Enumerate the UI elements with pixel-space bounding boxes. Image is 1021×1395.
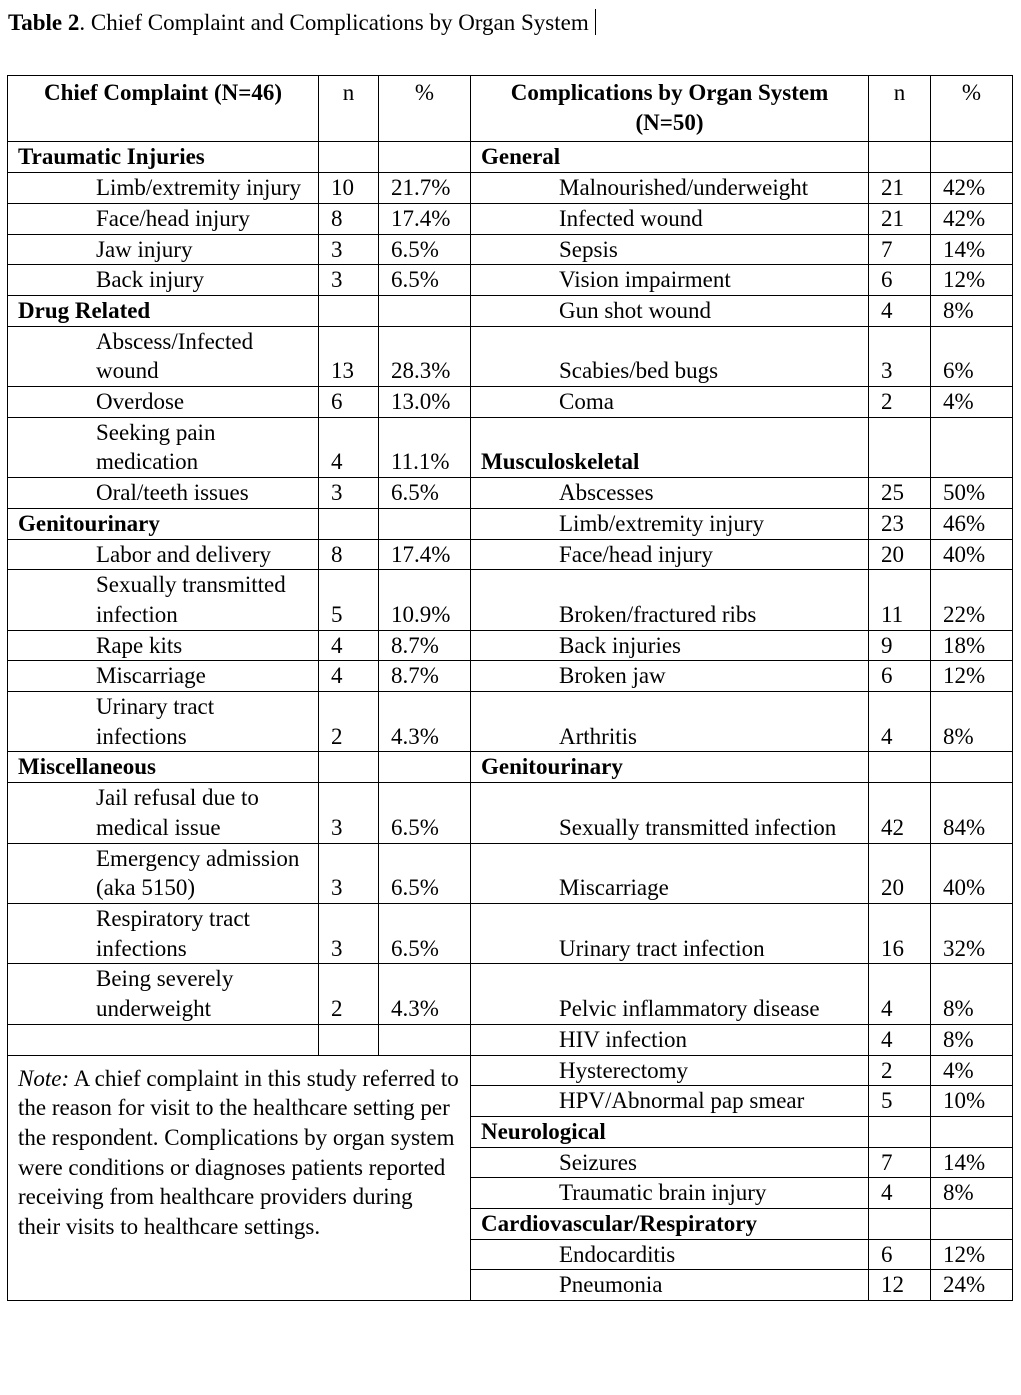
table-row xyxy=(8,752,1013,783)
complication-item: Pneumonia xyxy=(471,1270,869,1301)
complication-item: Coma xyxy=(471,387,869,418)
complication-item: Miscarriage xyxy=(471,843,869,903)
chief-complaint-n: 8 xyxy=(319,203,379,234)
table-row xyxy=(8,295,1013,326)
complication-item: Malnourished/underweight xyxy=(471,173,869,204)
organ-system-category: Cardiovascular/Respiratory xyxy=(471,1209,869,1240)
complication-item: Scabies/bed bugs xyxy=(471,326,869,386)
organ-system-category: General xyxy=(471,142,869,173)
header-pct-right: % xyxy=(931,76,1013,142)
complication-n xyxy=(869,752,931,783)
complication-pct: 8% xyxy=(931,295,1013,326)
text-cursor xyxy=(595,9,596,35)
table-row xyxy=(8,203,1013,234)
complication-item: Abscesses xyxy=(471,478,869,509)
complication-n: 20 xyxy=(869,539,931,570)
header-chief-complaint: Chief Complaint (N=46) xyxy=(8,76,319,142)
table-title: . Chief Complaint and Complications by Organ System xyxy=(79,10,589,35)
chief-complaint-item: Jail refusal due to medical issue xyxy=(8,783,319,843)
table-row xyxy=(8,265,1013,296)
complication-item: Traumatic brain injury xyxy=(471,1178,869,1209)
complication-n: 2 xyxy=(869,387,931,418)
complication-pct: 8% xyxy=(931,1024,1013,1055)
chief-complaint-pct: 6.5% xyxy=(379,903,471,963)
chief-complaint-n: 5 xyxy=(319,570,379,630)
table-body xyxy=(8,76,1013,1301)
complication-item: Back injuries xyxy=(471,630,869,661)
table-row xyxy=(8,478,1013,509)
complication-pct xyxy=(931,1209,1013,1240)
chief-complaint-n: 2 xyxy=(319,692,379,752)
chief-complaint-item: Back injury xyxy=(8,265,319,296)
chief-complaint-item: Limb/extremity injury xyxy=(8,173,319,204)
chief-complaint-pct: 21.7% xyxy=(379,173,471,204)
chief-complaint-category: Traumatic Injuries xyxy=(8,142,319,173)
chief-complaint-item: Overdose xyxy=(8,387,319,418)
complication-n: 16 xyxy=(869,903,931,963)
complication-pct: 6% xyxy=(931,326,1013,386)
organ-system-category: Neurological xyxy=(471,1116,869,1147)
chief-complaint-item: Respiratory tract infections xyxy=(8,903,319,963)
table-row xyxy=(8,843,1013,903)
chief-complaint-n: 4 xyxy=(319,630,379,661)
chief-complaint-pct: 28.3% xyxy=(379,326,471,386)
complication-n: 6 xyxy=(869,661,931,692)
complication-n: 2 xyxy=(869,1055,931,1086)
complaints-table xyxy=(7,75,1013,1301)
complication-n: 3 xyxy=(869,326,931,386)
chief-complaint-n: 6 xyxy=(319,387,379,418)
complication-pct: 12% xyxy=(931,661,1013,692)
table-row xyxy=(8,570,1013,630)
complication-pct xyxy=(931,142,1013,173)
chief-complaint-n xyxy=(319,295,379,326)
complication-pct: 10% xyxy=(931,1086,1013,1117)
chief-complaint-item: Labor and delivery xyxy=(8,539,319,570)
complication-item: Urinary tract infection xyxy=(471,903,869,963)
complication-pct: 40% xyxy=(931,843,1013,903)
table-row xyxy=(8,903,1013,963)
chief-complaint-pct: 6.5% xyxy=(379,265,471,296)
table-row xyxy=(8,173,1013,204)
chief-complaint-n: 3 xyxy=(319,783,379,843)
complication-n: 4 xyxy=(869,1024,931,1055)
chief-complaint-n: 4 xyxy=(319,417,379,477)
table-row xyxy=(8,1055,1013,1086)
complication-pct: 8% xyxy=(931,1178,1013,1209)
complication-pct: 12% xyxy=(931,265,1013,296)
chief-complaint-n: 2 xyxy=(319,964,379,1024)
chief-complaint-pct: 4.3% xyxy=(379,692,471,752)
complication-pct: 84% xyxy=(931,783,1013,843)
chief-complaint-pct: 6.5% xyxy=(379,783,471,843)
chief-complaint-pct: 11.1% xyxy=(379,417,471,477)
complication-n: 7 xyxy=(869,1147,931,1178)
chief-complaint-pct: 4.3% xyxy=(379,964,471,1024)
chief-complaint-pct xyxy=(379,1024,471,1055)
chief-complaint-item: Rape kits xyxy=(8,630,319,661)
complication-n: 6 xyxy=(869,265,931,296)
complication-pct: 8% xyxy=(931,964,1013,1024)
chief-complaint-n xyxy=(319,1024,379,1055)
complication-item: Gun shot wound xyxy=(471,295,869,326)
chief-complaint-pct: 13.0% xyxy=(379,387,471,418)
chief-complaint-n: 13 xyxy=(319,326,379,386)
complication-item: Infected wound xyxy=(471,203,869,234)
complication-pct xyxy=(931,417,1013,477)
note-label: Note: xyxy=(18,1065,70,1091)
table-row xyxy=(8,539,1013,570)
chief-complaint-n: 3 xyxy=(319,234,379,265)
chief-complaint-item xyxy=(8,1024,319,1055)
complication-item: Face/head injury xyxy=(471,539,869,570)
complication-pct: 12% xyxy=(931,1239,1013,1270)
chief-complaint-pct: 6.5% xyxy=(379,478,471,509)
chief-complaint-item: Miscarriage xyxy=(8,661,319,692)
chief-complaint-n xyxy=(319,142,379,173)
complication-n: 25 xyxy=(869,478,931,509)
chief-complaint-item: Being severely underweight xyxy=(8,964,319,1024)
table-row xyxy=(8,692,1013,752)
complication-pct: 42% xyxy=(931,173,1013,204)
complication-pct xyxy=(931,1116,1013,1147)
complication-item: Endocarditis xyxy=(471,1239,869,1270)
complication-n: 21 xyxy=(869,173,931,204)
complication-n: 20 xyxy=(869,843,931,903)
table-row xyxy=(8,783,1013,843)
chief-complaint-item: Jaw injury xyxy=(8,234,319,265)
table-row xyxy=(8,508,1013,539)
table-row xyxy=(8,387,1013,418)
complication-n: 7 xyxy=(869,234,931,265)
chief-complaint-pct: 8.7% xyxy=(379,630,471,661)
complication-n: 12 xyxy=(869,1270,931,1301)
complication-n: 11 xyxy=(869,570,931,630)
chief-complaint-pct: 6.5% xyxy=(379,843,471,903)
complication-item: Arthritis xyxy=(471,692,869,752)
chief-complaint-pct: 8.7% xyxy=(379,661,471,692)
complication-item: Limb/extremity injury xyxy=(471,508,869,539)
complication-pct: 8% xyxy=(931,692,1013,752)
chief-complaint-n: 3 xyxy=(319,903,379,963)
complication-n: 23 xyxy=(869,508,931,539)
complication-pct: 24% xyxy=(931,1270,1013,1301)
complication-pct: 32% xyxy=(931,903,1013,963)
chief-complaint-n: 3 xyxy=(319,478,379,509)
chief-complaint-item: Sexually transmitted infection xyxy=(8,570,319,630)
complication-n: 4 xyxy=(869,692,931,752)
complication-n: 4 xyxy=(869,1178,931,1209)
chief-complaint-category: Miscellaneous xyxy=(8,752,319,783)
header-n-left: n xyxy=(319,76,379,142)
complication-item: Vision impairment xyxy=(471,265,869,296)
header-n-right: n xyxy=(869,76,931,142)
complication-n: 21 xyxy=(869,203,931,234)
complication-n: 5 xyxy=(869,1086,931,1117)
chief-complaint-item: Emergency admission (aka 5150) xyxy=(8,843,319,903)
header-pct-left: % xyxy=(379,76,471,142)
chief-complaint-pct: 10.9% xyxy=(379,570,471,630)
chief-complaint-n: 3 xyxy=(319,265,379,296)
table-row xyxy=(8,661,1013,692)
complication-pct: 22% xyxy=(931,570,1013,630)
header-row xyxy=(8,76,1013,142)
chief-complaint-item: Oral/teeth issues xyxy=(8,478,319,509)
complication-n: 9 xyxy=(869,630,931,661)
chief-complaint-pct xyxy=(379,142,471,173)
table-row xyxy=(8,326,1013,386)
chief-complaint-category: Genitourinary xyxy=(8,508,319,539)
chief-complaint-pct: 6.5% xyxy=(379,234,471,265)
header-complications: Complications by Organ System (N=50) xyxy=(471,76,869,142)
table-row xyxy=(8,964,1013,1024)
complication-item: Sepsis xyxy=(471,234,869,265)
organ-system-category: Musculoskeletal xyxy=(471,417,869,477)
complication-pct: 14% xyxy=(931,234,1013,265)
complication-n xyxy=(869,1116,931,1147)
complication-n: 42 xyxy=(869,783,931,843)
complication-pct: 18% xyxy=(931,630,1013,661)
table-row xyxy=(8,1024,1013,1055)
complication-item: Sexually transmitted infection xyxy=(471,783,869,843)
chief-complaint-item: Urinary tract infections xyxy=(8,692,319,752)
chief-complaint-pct xyxy=(379,295,471,326)
complication-item: Broken/fractured ribs xyxy=(471,570,869,630)
table-note xyxy=(8,1055,471,1301)
complication-n: 4 xyxy=(869,295,931,326)
table-row xyxy=(8,630,1013,661)
chief-complaint-pct xyxy=(379,752,471,783)
chief-complaint-n: 8 xyxy=(319,539,379,570)
chief-complaint-item: Face/head injury xyxy=(8,203,319,234)
chief-complaint-n: 4 xyxy=(319,661,379,692)
table-caption xyxy=(8,8,596,38)
table-row xyxy=(8,234,1013,265)
table-row xyxy=(8,142,1013,173)
complication-item: HIV infection xyxy=(471,1024,869,1055)
chief-complaint-item: Seeking pain medication xyxy=(8,417,319,477)
chief-complaint-item: Abscess/Infected wound xyxy=(8,326,319,386)
chief-complaint-pct xyxy=(379,508,471,539)
chief-complaint-pct: 17.4% xyxy=(379,539,471,570)
complication-pct: 46% xyxy=(931,508,1013,539)
complication-n: 4 xyxy=(869,964,931,1024)
chief-complaint-n xyxy=(319,508,379,539)
complication-item: Broken jaw xyxy=(471,661,869,692)
complication-pct: 42% xyxy=(931,203,1013,234)
complication-n: 6 xyxy=(869,1239,931,1270)
complication-pct xyxy=(931,752,1013,783)
complication-n xyxy=(869,417,931,477)
chief-complaint-n: 3 xyxy=(319,843,379,903)
complication-pct: 50% xyxy=(931,478,1013,509)
table-row xyxy=(8,417,1013,477)
chief-complaint-pct: 17.4% xyxy=(379,203,471,234)
complication-item: Pelvic inflammatory disease xyxy=(471,964,869,1024)
complication-n xyxy=(869,1209,931,1240)
complication-n xyxy=(869,142,931,173)
complication-item: Seizures xyxy=(471,1147,869,1178)
organ-system-category: Genitourinary xyxy=(471,752,869,783)
chief-complaint-n: 10 xyxy=(319,173,379,204)
complication-pct: 4% xyxy=(931,387,1013,418)
table-label: Table 2 xyxy=(8,10,80,35)
complication-pct: 14% xyxy=(931,1147,1013,1178)
complication-item: HPV/Abnormal pap smear xyxy=(471,1086,869,1117)
complication-item: Hysterectomy xyxy=(471,1055,869,1086)
chief-complaint-category: Drug Related xyxy=(8,295,319,326)
chief-complaint-n xyxy=(319,752,379,783)
note-text: A chief complaint in this study referred to the reason for visit to the healthcare setting per the respondent. Complications by organ system were conditions or diagnoses patients reported receiving from healthcare providers during their visits to healthcare settings. xyxy=(18,1065,459,1240)
complication-pct: 4% xyxy=(931,1055,1013,1086)
complication-pct: 40% xyxy=(931,539,1013,570)
